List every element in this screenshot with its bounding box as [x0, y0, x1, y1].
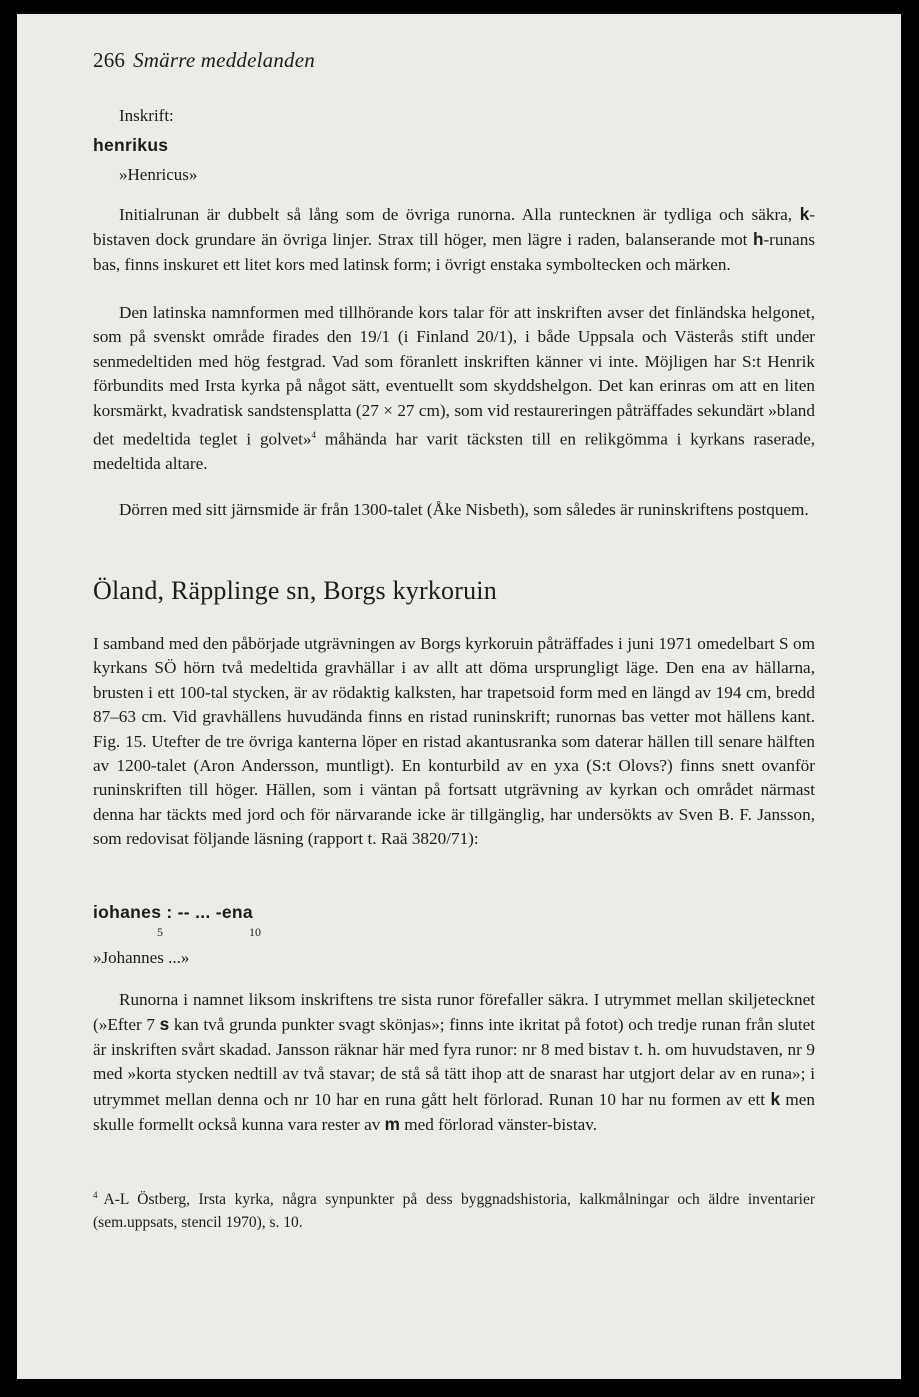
text-run: kan två grunda punkter svagt skönjas»; finns inte ikritat på fotot) och tredje runan från slutet är inskriften svårt skadad. Jansson räknar här med fyra runor: nr 8 med bistav t. h. om huvudstaven, nr 9 med »korta stycken nedtill av två stavar; de stå så tätt ihop att de snarast har utgjort delar av en runa»; i utrymmet mellan denna och nr 10 har en runa gått helt förlorad. Runan 10 har nu formen av ett	[93, 1015, 815, 1109]
rune-transliteration-2: iohanes : -- ... -ena	[93, 902, 253, 922]
paragraph-1	[93, 202, 815, 277]
footnote-text: A-L Östberg, Irsta kyrka, några synpunkter på dess byggnadshistoria, kalkmålningar och äldre inventarier (sem.uppsats, stencil 1970), s. 10.	[93, 1191, 815, 1232]
rune-letter: s	[159, 1014, 170, 1035]
rune-letter: k	[770, 1088, 781, 1109]
inscription-label: Inskrift:	[119, 106, 174, 125]
section-paragraph: I samband med den påbörjade utgrävningen av Borgs kyrkoruin påträffades i juni 1971 omedelbart S om kyrkans SÖ hörn två medeltida gravhällar i av allt att döma ursprungligt läge. Den ena av hällarna, brusten i ett 100-tal stycken, är av rödaktig kalksten, har trapetsoid form med en längd av 194 cm, bredd 87–63 cm. Vid gravhällens huvudända finns en ristad runinskrift; runornas bas vetter mot hällens kant. Fig. 15. Utefter de tre övriga kanterna löper en ristad akantusranka som daterar hällen till senare hälften av 1200-talet (Aron Andersson, muntligt). En konturbild av en yxa (S:t Olovs?) finns snett ovanför runinskriften till höger. Hällen, som i väntan på fortsatt utgrävning av kyrkan och området närmast denna har täckts med jord och för närvarande icke är tillgänglig, har undersökts av Sven B. F. Jansson, som redovisat följande läsning (rapport t. Raä 3820/71):	[93, 634, 815, 849]
paragraph-3: Dörren med sitt järnsmide är från 1300-talet (Åke Nisbeth), som således är runinskriftens postquem.	[119, 500, 809, 519]
book-page	[17, 14, 901, 1379]
rune-number-10: 10	[249, 925, 261, 939]
rune-letter: h	[752, 229, 764, 250]
paragraph-2	[93, 301, 815, 477]
rune-number-5: 5	[157, 925, 163, 939]
page-number: 266	[93, 48, 126, 72]
paragraph-4	[93, 988, 815, 1137]
running-header	[93, 48, 315, 73]
text-run: Den latinska namnformen med tillhörande kors talar för att inskriften avser det finländska helgonet, som på svenskt område firades den 19/1 (i Finland 20/1), i både Uppsala och Västerås stift under senmedeltiden med hög festgrad. Vad som föranlett inskriften känner vi inte. Möjligen har S:t Henrik förbundits med Irsta kyrka på något sätt, eventuellt som skyddshelgon. Det kan erinras om att en liten korsmärkt, kvadratisk sandstensplatta (27 × 27 cm), som vid restaureringen påträffades sekundärt »bland det medeltida teglet i golvet»	[93, 303, 815, 449]
rune-letter: m	[384, 1114, 400, 1135]
text-run: Initialrunan är dubbelt så lång som de övriga runorna. Alla runtecknen är tydliga och säkra,	[119, 205, 800, 224]
rune-position-numbers	[93, 925, 293, 939]
footnote	[93, 1184, 815, 1234]
rune-transliteration: henrikus	[93, 135, 169, 155]
text-run: -bistaven dock grundare än övriga linjer. Strax till höger, men lägre i raden, balanserande mot	[93, 205, 815, 250]
footnote-mark: 4	[93, 1190, 98, 1200]
text-run: -runans bas, finns inskuret ett litet kors med latinsk form; i övrigt enstaka symboltecken och märken.	[93, 230, 815, 274]
normalized-transcription-2: »Johannes ...»	[93, 948, 190, 967]
running-title: Smärre meddelanden	[133, 48, 315, 72]
text-run: men skulle formellt också kunna vara rester av	[93, 1089, 816, 1135]
footnote-ref: 4	[311, 430, 317, 441]
normalized-transcription: »Henricus»	[119, 165, 198, 184]
text-run: Runorna i namnet liksom inskriftens tre sista runor förefaller säkra. I utrymmet mellan skiljetecknet (»Efter 7	[93, 990, 815, 1035]
rune-letter: k	[799, 204, 810, 224]
section-heading: Öland, Räpplinge sn, Borgs kyrkoruin	[93, 576, 497, 605]
text-run: måhända har varit täcksten till en relikgömma i kyrkans raserade, medeltida altare.	[93, 429, 815, 474]
text-run: med förlorad vänster-bistav.	[399, 1115, 597, 1135]
